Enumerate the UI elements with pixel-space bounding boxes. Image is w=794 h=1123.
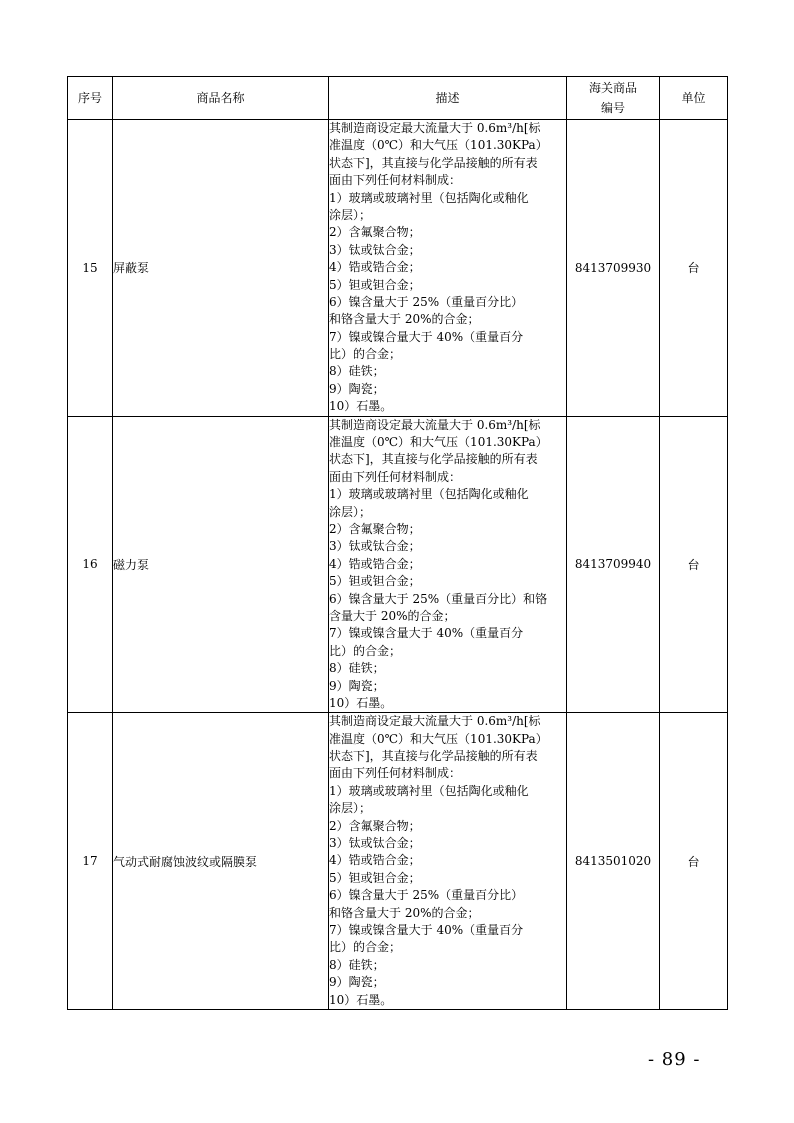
- table-header-row: [68, 77, 728, 120]
- desc-line: 和铬含量大于 20%的合金；: [329, 905, 480, 920]
- desc-line: 9）陶瓷；: [329, 381, 385, 396]
- desc-line: 面由下列任何材料制成：: [329, 173, 462, 188]
- cell-desc: [329, 713, 567, 1010]
- desc-line: 8）硅铁；: [329, 661, 385, 676]
- cell-name: 气动式耐腐蚀波纹或隔膜泵: [113, 713, 329, 1010]
- desc-line: 10）石墨。: [329, 992, 393, 1007]
- desc-line: 涂层）；: [329, 504, 372, 519]
- header-seq: 序号: [68, 77, 113, 120]
- desc-line: 6）镍含量大于 25%（重量百分比）和铬: [329, 591, 548, 606]
- desc-line: 涂层）；: [329, 801, 372, 816]
- desc-line: 含量大于 20%的合金；: [329, 608, 456, 623]
- table-row: [68, 120, 728, 417]
- desc-line: 3）钛或钛合金；: [329, 539, 421, 554]
- desc-line: 准温度（0℃）和大气压（101.30KPa）: [329, 138, 548, 153]
- cell-code: 8413709940: [567, 416, 660, 713]
- header-desc: 描述: [329, 77, 567, 120]
- desc-line: 5）钽或钽合金；: [329, 870, 421, 885]
- desc-line: 比）的合金；: [329, 940, 402, 955]
- desc-line: 1）玻璃或玻璃衬里（包括陶化或釉化: [329, 190, 529, 205]
- desc-line: 7）镍或镍合量大于 40%（重量百分: [329, 329, 524, 344]
- desc-line: 1）玻璃或玻璃衬里（包括陶化或釉化: [329, 783, 529, 798]
- goods-table: [67, 76, 728, 1010]
- cell-unit: 台: [660, 713, 728, 1010]
- cell-seq: 16: [68, 416, 113, 713]
- desc-line: 面由下列任何材料制成：: [329, 766, 462, 781]
- desc-line: 5）钽或钽合金；: [329, 277, 421, 292]
- desc-line: 其制造商设定最大流量大于 0.6m³/h[标: [329, 121, 541, 135]
- desc-line: 准温度（0℃）和大气压（101.30KPa）: [329, 435, 548, 450]
- cell-name: 屏蔽泵: [113, 120, 329, 417]
- cell-unit: 台: [660, 416, 728, 713]
- desc-line: 6）镍含量大于 25%（重量百分比）: [329, 888, 524, 903]
- cell-name: 磁力泵: [113, 416, 329, 713]
- desc-line: 2）含氟聚合物；: [329, 818, 421, 833]
- desc-line: 和铬含量大于 20%的合金；: [329, 312, 480, 327]
- cell-unit: 台: [660, 120, 728, 417]
- desc-line: 状态下]，其直接与化学品接触的所有表: [329, 749, 538, 764]
- desc-line: 状态下]，其直接与化学品接触的所有表: [329, 155, 538, 170]
- desc-line: 9）陶瓷；: [329, 678, 385, 693]
- desc-line: 4）锆或锆合金；: [329, 556, 421, 571]
- cell-seq: 15: [68, 120, 113, 417]
- header-code-line1: 海关商品: [588, 81, 637, 95]
- desc-line: 准温度（0℃）和大气压（101.30KPa）: [329, 731, 548, 746]
- header-code: [567, 77, 660, 120]
- desc-line: 2）含氟聚合物；: [329, 225, 421, 240]
- desc-line: 其制造商设定最大流量大于 0.6m³/h[标: [329, 417, 541, 432]
- desc-line: 7）镍或镍含量大于 40%（重量百分: [329, 626, 524, 641]
- desc-line: 涂层）；: [329, 207, 372, 222]
- desc-line: 3）钛或钛合金；: [329, 836, 421, 851]
- desc-line: 1）玻璃或玻璃衬里（包括陶化或釉化: [329, 487, 529, 502]
- cell-desc: [329, 120, 567, 417]
- desc-line: 10）石墨。: [329, 399, 393, 414]
- desc-line: 10）石墨。: [329, 695, 393, 710]
- desc-line: 8）硅铁；: [329, 957, 385, 972]
- cell-code: 8413501020: [567, 713, 660, 1010]
- desc-line: 8）硅铁；: [329, 364, 385, 379]
- cell-seq: 17: [68, 713, 113, 1010]
- desc-line: 状态下]，其直接与化学品接触的所有表: [329, 452, 538, 467]
- page-number: - 89 -: [648, 1049, 701, 1070]
- desc-line: 4）锆或锆合金；: [329, 853, 421, 868]
- cell-code: 8413709930: [567, 120, 660, 417]
- table-row: [68, 416, 728, 713]
- header-name: 商品名称: [113, 77, 329, 120]
- desc-line: 2）含氟聚合物；: [329, 521, 421, 536]
- desc-line: 其制造商设定最大流量大于 0.6m³/h[标: [329, 714, 541, 729]
- desc-line: 面由下列任何材料制成：: [329, 469, 462, 484]
- desc-line: 6）镍含量大于 25%（重量百分比）: [329, 294, 524, 309]
- desc-line: 比）的合金；: [329, 643, 402, 658]
- desc-line: 7）镍或镍含量大于 40%（重量百分: [329, 922, 524, 937]
- header-code-line2: 编号: [600, 101, 625, 115]
- desc-line: 3）钛或钛合金；: [329, 242, 421, 257]
- table-row: [68, 713, 728, 1010]
- desc-line: 5）钽或钽合金；: [329, 574, 421, 589]
- desc-line: 9）陶瓷；: [329, 975, 385, 990]
- cell-desc: [329, 416, 567, 713]
- desc-line: 比）的合金；: [329, 347, 402, 362]
- header-unit: 单位: [660, 77, 728, 120]
- desc-line: 4）锆或锆合金；: [329, 260, 421, 275]
